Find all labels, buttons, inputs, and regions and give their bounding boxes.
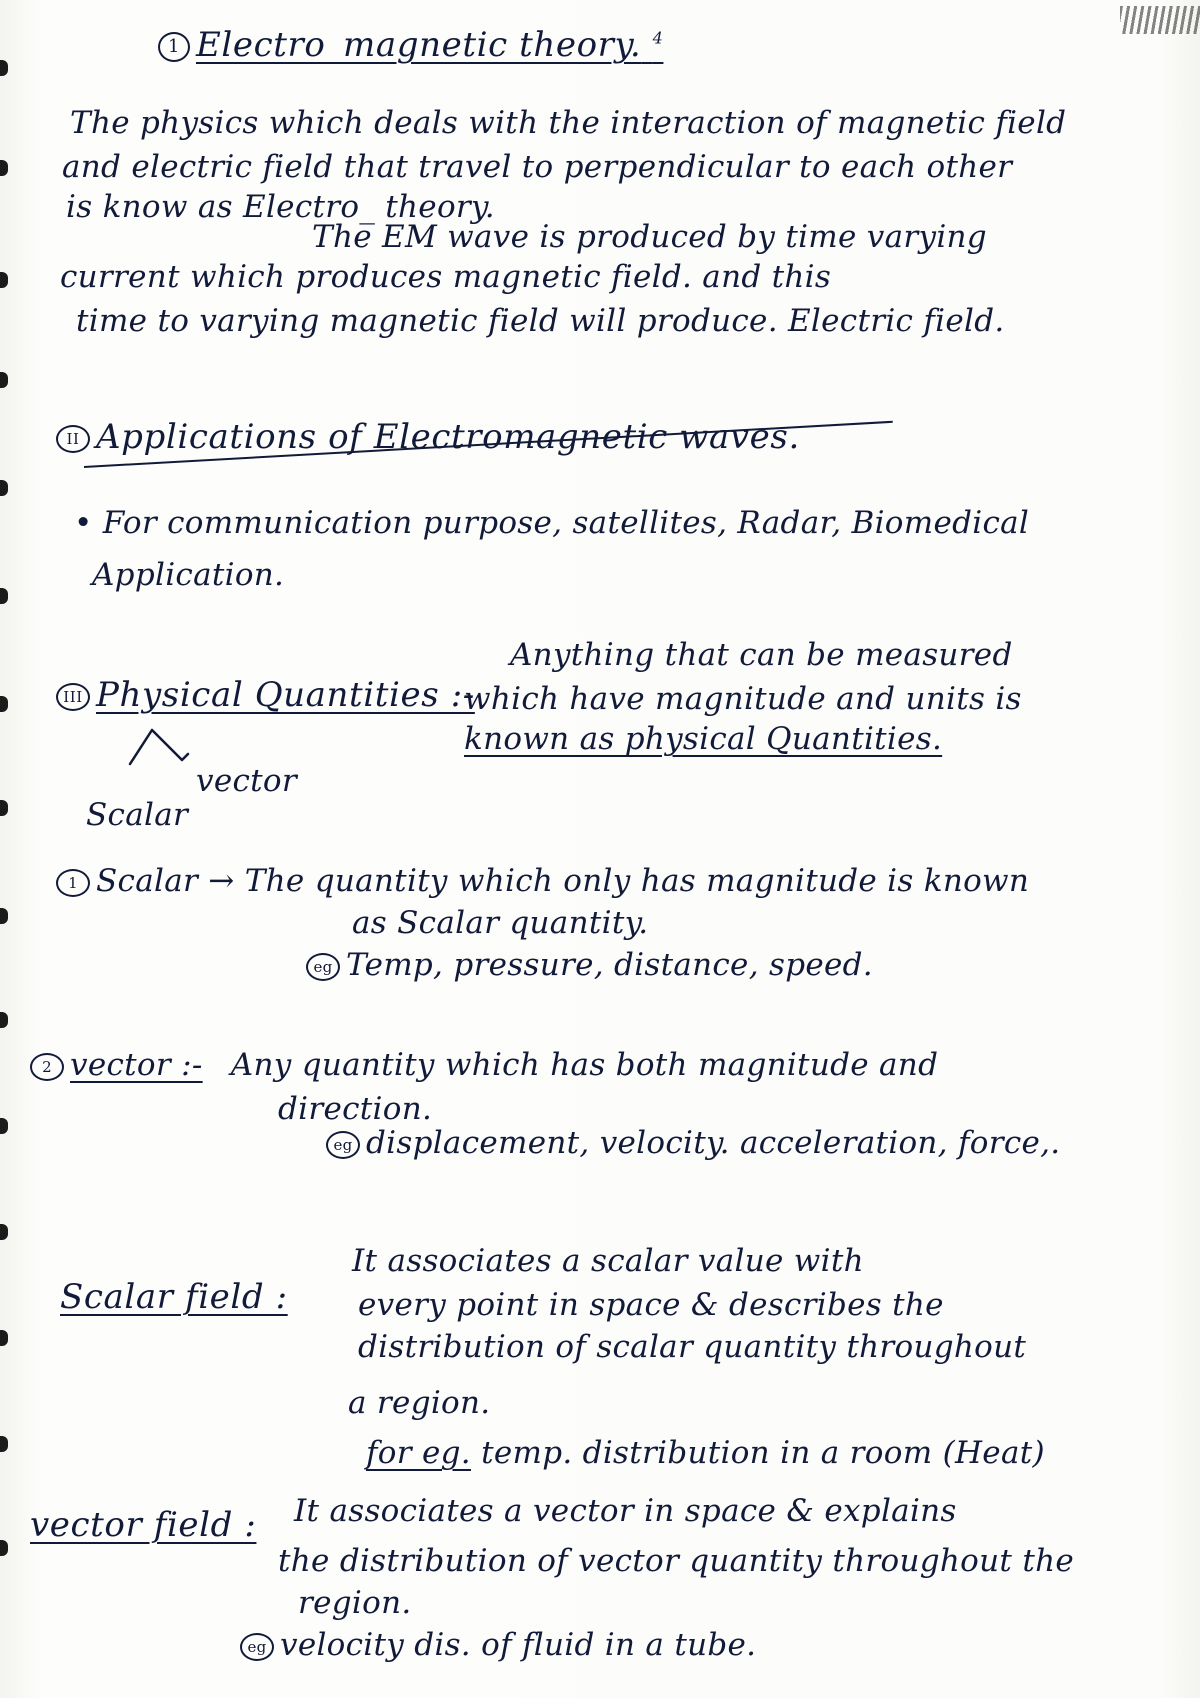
corner-page-mark: 4 (652, 28, 664, 48)
binding-hole (0, 1436, 8, 1452)
para3-line-2: which have magnitude and units is (464, 681, 1022, 717)
para1-line-3: is know as Electro_ theory. (66, 189, 495, 225)
para2-line-1: • For communication purpose, satellites, Radar, Biomedical (74, 505, 1030, 541)
scalar-definition-line-2: as Scalar quantity. (352, 905, 649, 941)
branch-vector: vector (196, 763, 297, 799)
binding-hole (0, 588, 8, 604)
vector-definition-line-2: direction. (278, 1091, 433, 1127)
binding-hole (0, 1012, 8, 1028)
binding-hole (0, 60, 8, 76)
scalar-label: Scalar → (96, 863, 235, 899)
para1-line-5: current which produces magnetic field. and this (60, 259, 832, 295)
scalar-field-example-text: temp. distribution in a room (Heat) (481, 1435, 1045, 1471)
binding-hole (0, 1330, 8, 1346)
branch-scalar: Scalar (86, 797, 189, 833)
branch-arrows (90, 728, 210, 768)
vector-field-example-text: velocity dis. of fluid in a tube. (280, 1627, 757, 1663)
scalar-example (306, 947, 873, 983)
scalar-field-label: Scalar field : (60, 1277, 288, 1317)
binding-hole (0, 160, 8, 176)
scalar-field-line-1: It associates a scalar value with (352, 1243, 864, 1279)
vector-field-label: vector field : (30, 1505, 257, 1545)
binding-hole (0, 800, 8, 816)
eg-mark: eg (240, 1633, 274, 1661)
binding-hole (0, 480, 8, 496)
eg-mark: eg (326, 1131, 360, 1159)
heading-text: Applications of Electromagnetic waves. (96, 417, 800, 457)
corner-scribble (1120, 6, 1200, 34)
binding-hole (0, 696, 8, 712)
eg-mark: eg (306, 953, 340, 981)
binding-hole (0, 1118, 8, 1134)
para2-text: For communication purpose, satellites, Radar, Biomedical (102, 505, 1030, 541)
section-number-2: II (56, 425, 90, 453)
item-number-2: 2 (30, 1053, 64, 1081)
section-number-3: III (56, 683, 90, 711)
para1-line-6: time to varying magnetic field will produce. Electric field. (76, 303, 1005, 339)
para2-line-2: Application. (92, 557, 285, 593)
scalar-field-example (366, 1435, 1045, 1471)
heading-physical-quantities (56, 675, 475, 715)
section-number-1: 1 (158, 32, 190, 62)
scalar-definition-line-1 (56, 863, 1030, 899)
para3-line-1: Anything that can be measured (510, 637, 1013, 673)
vector-definition-line-1 (30, 1047, 939, 1083)
heading-text: Physical Quantities :- (96, 675, 475, 715)
para1-line-4: The EM wave is produced by time varying (312, 219, 987, 255)
para1-line-2: and electric field that travel to perpendicular to each other (62, 149, 1013, 185)
vector-field-line-1: It associates a vector in space & explains (294, 1493, 957, 1529)
heading-applications (56, 417, 800, 457)
scalar-field-line-3: distribution of scalar quantity throughout (358, 1329, 1027, 1365)
scalar-field-line-4: a region. (348, 1385, 491, 1421)
vector-label: vector :- (70, 1047, 203, 1083)
vector-field-example (240, 1627, 757, 1663)
vector-def-text: Any quantity which has both magnitude and (230, 1047, 939, 1083)
binding-hole (0, 908, 8, 924)
item-number-1: 1 (56, 869, 90, 897)
scalar-field-line-2: every point in space & describes the (358, 1287, 944, 1323)
binding-hole (0, 1540, 8, 1556)
para3-line-3: known as physical Quantities. (464, 721, 943, 757)
binding-hole (0, 372, 8, 388)
binding-hole (0, 1224, 8, 1240)
heading-electromagnetic-theory (158, 25, 664, 65)
para1-line-1: The physics which deals with the interaction of magnetic field (70, 105, 1067, 141)
scalar-def-text: The quantity which only has magnitude is known (244, 863, 1030, 899)
vector-field-line-2: the distribution of vector quantity throughout the (278, 1543, 1074, 1579)
for-eg-label: for eg. (366, 1435, 471, 1471)
scalar-example-text: Temp, pressure, distance, speed. (346, 947, 873, 983)
heading-text: Electro_magnetic theory. (196, 25, 642, 65)
vector-example-text: displacement, velocity. acceleration, force,. (366, 1125, 1061, 1161)
vector-example (326, 1125, 1061, 1161)
binding-hole (0, 272, 8, 288)
vector-field-line-3: region. (298, 1585, 412, 1621)
